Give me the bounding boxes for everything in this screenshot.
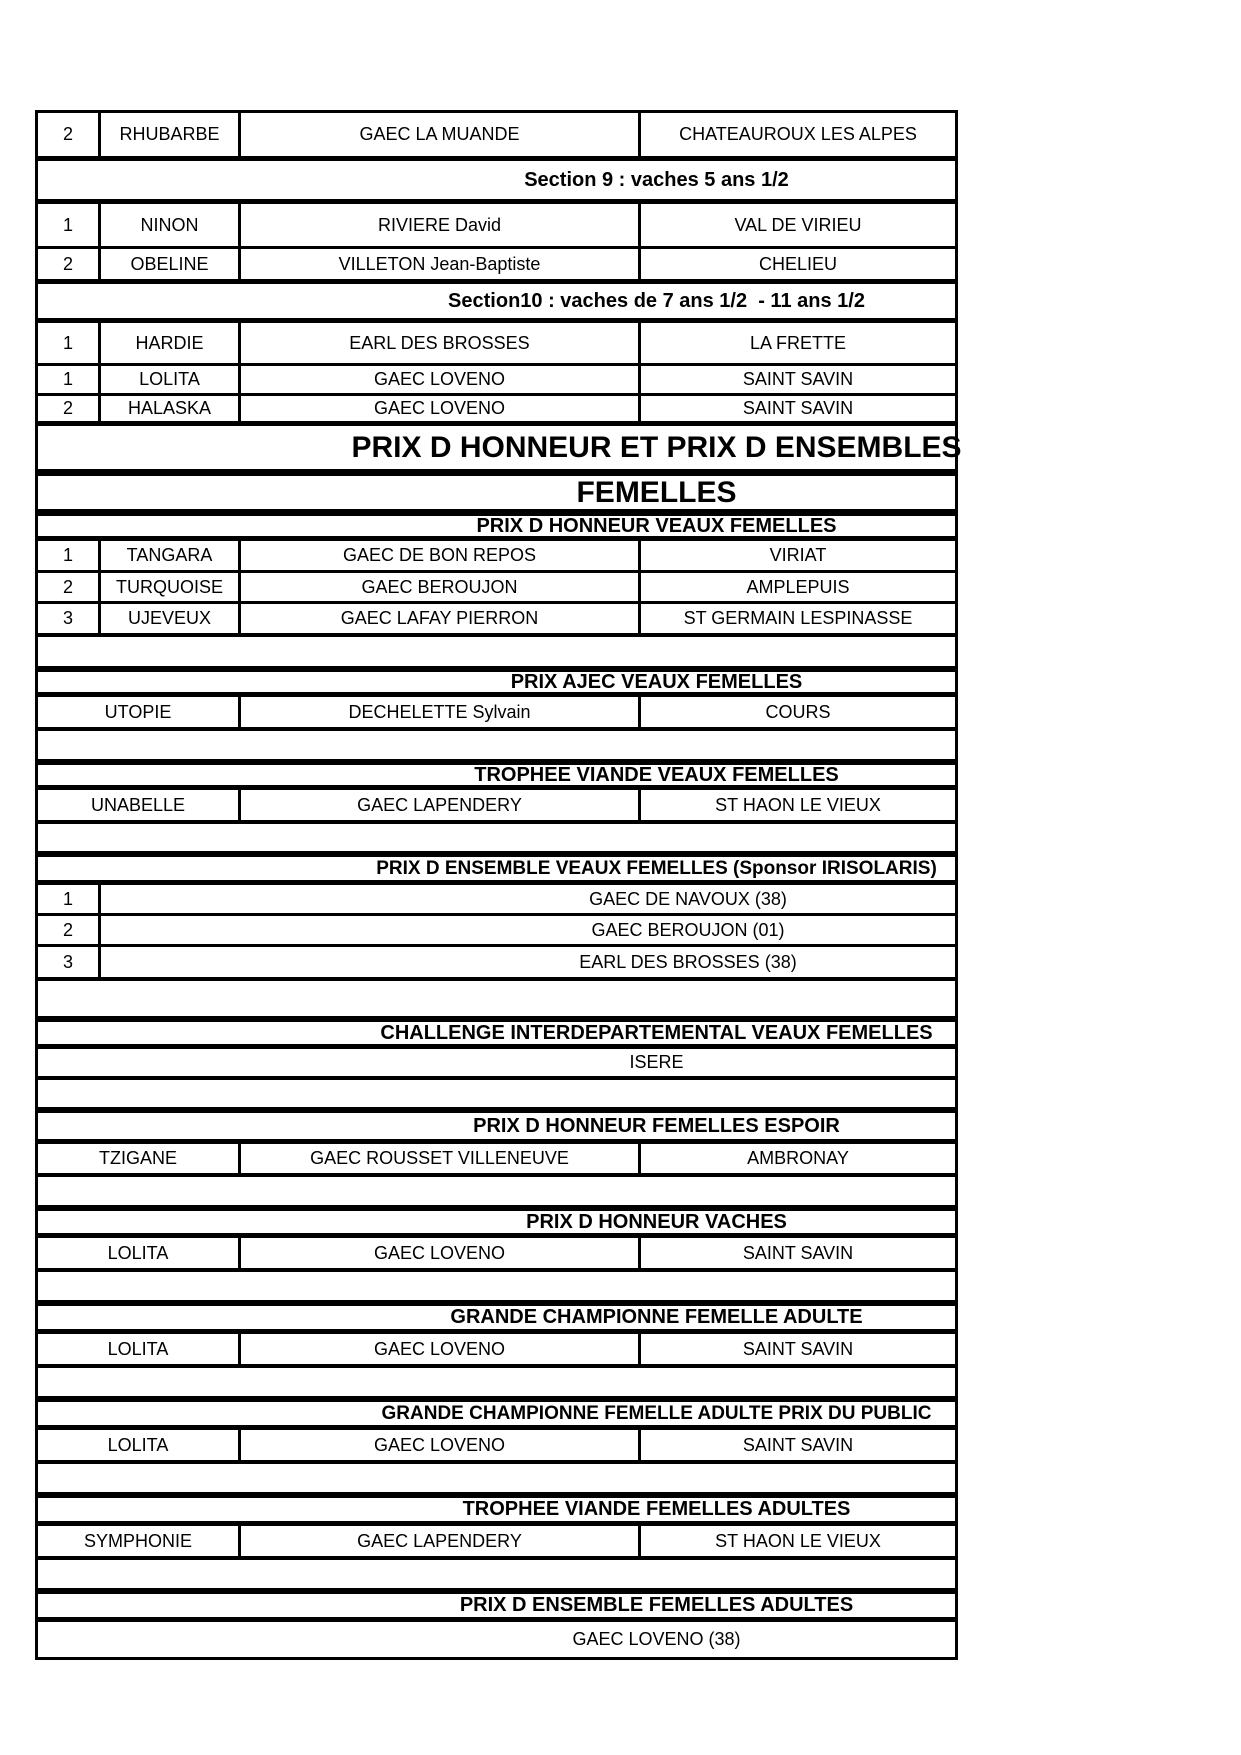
results-table <box>35 110 962 1660</box>
rank-cell: 1 <box>62 888 73 909</box>
prize-header <box>35 1017 958 1049</box>
prize-header <box>35 1301 958 1334</box>
band-label: PRIX D HONNEUR ET PRIX D ENSEMBLES <box>351 430 962 464</box>
rank-cell: 3 <box>62 951 73 972</box>
prize-header <box>35 760 958 790</box>
animal-name-cell: UTOPIE <box>104 701 172 722</box>
table-row <box>35 787 958 823</box>
result-cell: GAEC BEROUJON (01) <box>98 916 955 944</box>
town-cell: SAINT SAVIN <box>638 1334 955 1364</box>
rank-cell: 1 <box>62 545 73 565</box>
band-label: PRIX AJEC VEAUX FEMELLES <box>510 670 803 693</box>
table-row <box>35 1427 958 1463</box>
table-row <box>35 1046 958 1079</box>
owner-cell: GAEC LAPENDERY <box>238 1526 638 1556</box>
rank-cell: 3 <box>62 608 73 628</box>
table-row <box>35 246 958 282</box>
owner-cell: GAEC LOVENO <box>238 1238 638 1268</box>
animal-name-cell: TZIGANE <box>98 1148 177 1168</box>
spacer-row <box>35 727 958 763</box>
table-row <box>35 944 958 980</box>
animal-name-cell: TURQUOISE <box>98 573 238 601</box>
table-row <box>35 1235 958 1271</box>
band-label: PRIX D ENSEMBLE VEAUX FEMELLES (Sponsor IRISOLARIS) <box>376 857 937 879</box>
band-label: FEMELLES <box>576 475 737 509</box>
prize-header <box>35 1589 958 1622</box>
rank-cell: 2 <box>62 576 73 597</box>
table-row <box>35 570 958 604</box>
prize-header <box>35 1108 958 1144</box>
owner-cell: GAEC BEROUJON <box>238 573 638 601</box>
animal-name-cell: LOLITA <box>107 1242 169 1263</box>
rank-cell: 1 <box>62 369 73 389</box>
animal-name-cell: LOLITA <box>107 1338 169 1359</box>
table-row <box>35 913 958 947</box>
animal-name-cell: UJEVEUX <box>98 604 238 633</box>
table-row <box>35 320 958 366</box>
spacer-row <box>35 1173 958 1209</box>
town-cell: SAINT SAVIN <box>638 396 955 421</box>
spacer-row <box>35 1364 958 1400</box>
table-row <box>35 1619 958 1660</box>
animal-name-cell: UNABELLE <box>90 794 186 815</box>
town-cell: LA FRETTE <box>638 323 955 363</box>
spacer-row <box>35 820 958 855</box>
spacer-row <box>35 977 958 1020</box>
spacer-row <box>35 1460 958 1496</box>
town-cell: ST HAON LE VIEUX <box>638 790 955 820</box>
spacer-row <box>35 1268 958 1304</box>
animal-name-cell: SYMPHONIE <box>83 1530 193 1551</box>
town-cell: SAINT SAVIN <box>638 1238 955 1268</box>
rank-cell: 2 <box>62 124 73 144</box>
band-label: PRIX D HONNEUR VACHES <box>526 1210 787 1233</box>
town-cell: ST GERMAIN LESPINASSE <box>638 604 955 633</box>
prize-header <box>35 667 958 697</box>
table-row <box>35 1331 958 1367</box>
owner-cell: GAEC ROUSSET VILLENEUVE <box>238 1144 638 1173</box>
rank-cell: 2 <box>62 253 73 274</box>
result-cell: EARL DES BROSSES (38) <box>98 947 955 977</box>
town-cell: VIRIAT <box>638 541 955 570</box>
spacer-row <box>35 1076 958 1111</box>
animal-name-cell: LOLITA <box>107 1434 169 1455</box>
table-row <box>35 1141 958 1176</box>
animal-name-cell: HALASKA <box>98 396 238 421</box>
animal-name-cell: OBELINE <box>98 249 238 279</box>
rank-cell: 2 <box>62 919 73 940</box>
result-cell: ISERE <box>629 1052 684 1072</box>
animal-name-cell: LOLITA <box>98 366 238 393</box>
table-row <box>35 601 958 636</box>
table-row <box>35 538 958 573</box>
owner-cell: GAEC LAPENDERY <box>238 790 638 820</box>
band-label: TROPHEE VIANDE VEAUX FEMELLES <box>474 763 839 786</box>
owner-cell: GAEC LOVENO <box>238 1334 638 1364</box>
band-label: CHALLENGE INTERDEPARTEMENTAL VEAUX FEMELLES <box>380 1021 933 1044</box>
table-row <box>35 694 958 730</box>
result-cell: GAEC DE NAVOUX (38) <box>98 885 955 913</box>
town-cell: ST HAON LE VIEUX <box>638 1526 955 1556</box>
rank-cell: 1 <box>62 214 73 235</box>
owner-cell: GAEC DE BON REPOS <box>238 541 638 570</box>
prize-header <box>35 1206 958 1238</box>
prize-header <box>35 852 958 885</box>
band-label: Section10 : vaches de 7 ans 1/2 - 11 ans 1/2 <box>448 289 865 312</box>
band-label: Section 9 : vaches 5 ans 1/2 <box>524 168 789 191</box>
town-cell: SAINT SAVIN <box>638 1430 955 1460</box>
owner-cell: DECHELETTE Sylvain <box>238 697 638 727</box>
rank-cell: 1 <box>62 332 73 353</box>
owner-cell: RIVIERE David <box>238 204 638 246</box>
section-header <box>35 279 958 323</box>
table-row <box>35 201 958 249</box>
owner-cell: GAEC LOVENO <box>238 366 638 393</box>
owner-cell: EARL DES BROSSES <box>238 323 638 363</box>
section-header <box>35 156 958 204</box>
prize-header <box>35 1397 958 1430</box>
owner-cell: GAEC LOVENO <box>238 1430 638 1460</box>
main-title <box>35 421 962 474</box>
band-label: GRANDE CHAMPIONNE FEMELLE ADULTE PRIX DU PUBLIC <box>381 1402 932 1424</box>
town-cell: AMPLEPUIS <box>638 573 955 601</box>
animal-name-cell: TANGARA <box>98 541 238 570</box>
owner-cell: VILLETON Jean-Baptiste <box>238 249 638 279</box>
table-row <box>35 1523 958 1559</box>
table-row <box>35 393 958 424</box>
band-label: GRANDE CHAMPIONNE FEMELLE ADULTE <box>450 1306 863 1328</box>
town-cell: VAL DE VIRIEU <box>638 204 955 246</box>
spacer-row <box>35 633 958 670</box>
owner-cell: GAEC LOVENO <box>238 396 638 421</box>
town-cell: AMBRONAY <box>638 1144 955 1173</box>
table-row <box>35 363 958 396</box>
prize-header <box>35 1493 958 1526</box>
band-label: TROPHEE VIANDE FEMELLES ADULTES <box>462 1498 851 1520</box>
animal-name-cell: RHUBARBE <box>98 113 238 156</box>
owner-cell: GAEC LAFAY PIERRON <box>238 604 638 633</box>
band-label: PRIX D ENSEMBLE FEMELLES ADULTES <box>459 1594 854 1616</box>
spacer-row <box>35 1556 958 1592</box>
prize-header <box>35 511 958 541</box>
owner-cell: GAEC LA MUANDE <box>238 113 638 156</box>
band-label: PRIX D HONNEUR VEAUX FEMELLES <box>476 514 837 537</box>
result-cell: GAEC LOVENO (38) <box>572 1629 741 1649</box>
rank-cell: 2 <box>62 398 73 418</box>
town-cell: SAINT SAVIN <box>638 366 955 393</box>
table-row <box>35 110 958 159</box>
band-label: PRIX D HONNEUR FEMELLES ESPOIR <box>473 1114 840 1137</box>
animal-name-cell: NINON <box>98 204 238 246</box>
animal-name-cell: HARDIE <box>98 323 238 363</box>
town-cell: CHELIEU <box>638 249 955 279</box>
main-title <box>35 471 958 514</box>
town-cell: COURS <box>638 697 955 727</box>
table-row <box>35 882 958 916</box>
town-cell: CHATEAUROUX LES ALPES <box>638 113 955 156</box>
